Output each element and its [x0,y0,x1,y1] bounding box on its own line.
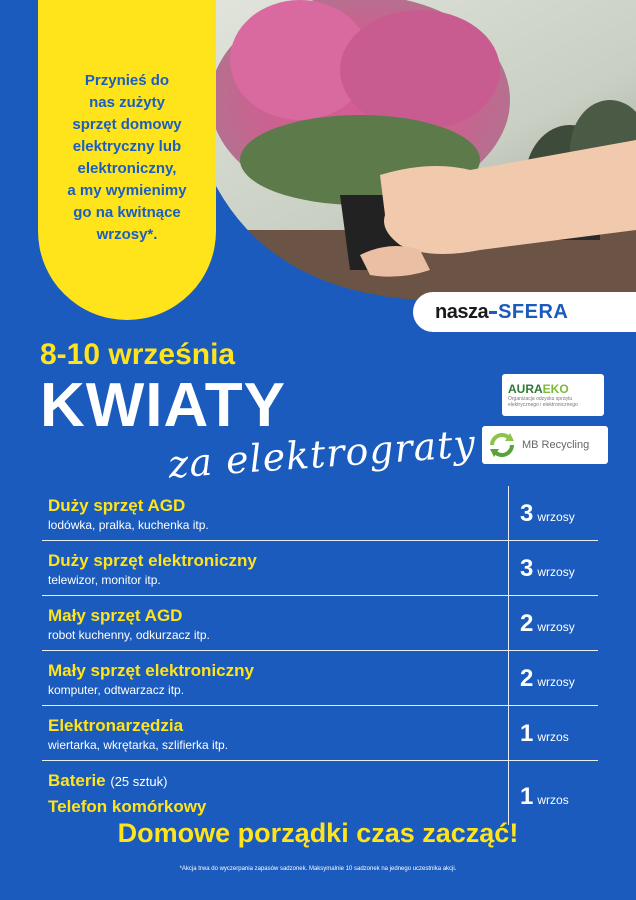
item-qty: 2 wrzosy [520,610,575,637]
item-name: Elektronarzędzia [48,716,184,735]
exchange-table [42,486,598,825]
divider [508,761,509,825]
aura-eko-logo [502,374,604,416]
item-name: Duży sprzęt AGD [48,496,186,515]
item-desc: wiertarka, wkrętarka, szlifierka itp. [48,738,229,752]
item-desc: lodówka, pralka, kuchenka itp. [48,518,209,532]
brand-part1: nasza [435,300,489,323]
item-qty: 3 wrzosy [520,500,575,527]
table-row [42,705,598,760]
table-row [42,650,598,705]
divider [508,706,509,760]
mb-recycling-wordmark: MB Recycling [522,439,590,451]
brand-part2: SFERA [498,300,569,323]
brand-badge [413,292,636,332]
item-qty: 3 wrzosy [520,555,575,582]
item-name-2: Telefon komórkowy [48,797,207,816]
brand-dash-icon [489,311,497,314]
slogan: Domowe porządki czas zacząć! [117,818,519,848]
table-row [42,486,598,540]
recycle-arrows-icon [488,431,516,459]
aura-eko-tagline: Organizacja odzysku sprzętu elektrycznego i elektronicznego [508,396,578,408]
item-desc: komputer, odtwarzacz itp. [48,683,185,697]
item-name: Duży sprzęt elektroniczny [48,551,257,570]
item-qty: 2 wrzosy [520,665,575,692]
divider [508,651,509,705]
item-qty: 1 wrzos [520,720,569,747]
item-desc: robot kuchenny, odkurzacz itp. [48,628,210,642]
divider [508,486,509,540]
item-name: Mały sprzęt elektroniczny [48,661,254,680]
footnote: *Akcja trwa do wyczerpania zapasów sadzonek. Maksymalnie 10 sadzonek na jednego uczestnika akcji. [179,866,457,872]
item-qty: 1 wrzos [520,783,569,810]
divider [508,541,509,595]
event-date: 8-10 września [40,338,236,371]
mb-recycling-logo [482,426,608,464]
table-row [42,595,598,650]
divider [508,596,509,650]
item-name: Mały sprzęt AGD [48,606,183,625]
aura-eko-wordmark: AURAEKO [508,382,569,396]
pill-message: Przynieś do nas zużyty sprzęt domowy elektryczny lub elektroniczny, a my wymienimy go na kwitnące wrzosy*. [67,72,187,243]
poster-title: KWIATY [40,371,286,440]
table-row [42,760,598,825]
table-row [42,540,598,595]
item-name: Baterie (25 sztuk) [48,771,168,790]
item-desc: telewizor, monitor itp. [48,573,161,587]
poster-subtitle: za elektrograty [166,421,478,487]
